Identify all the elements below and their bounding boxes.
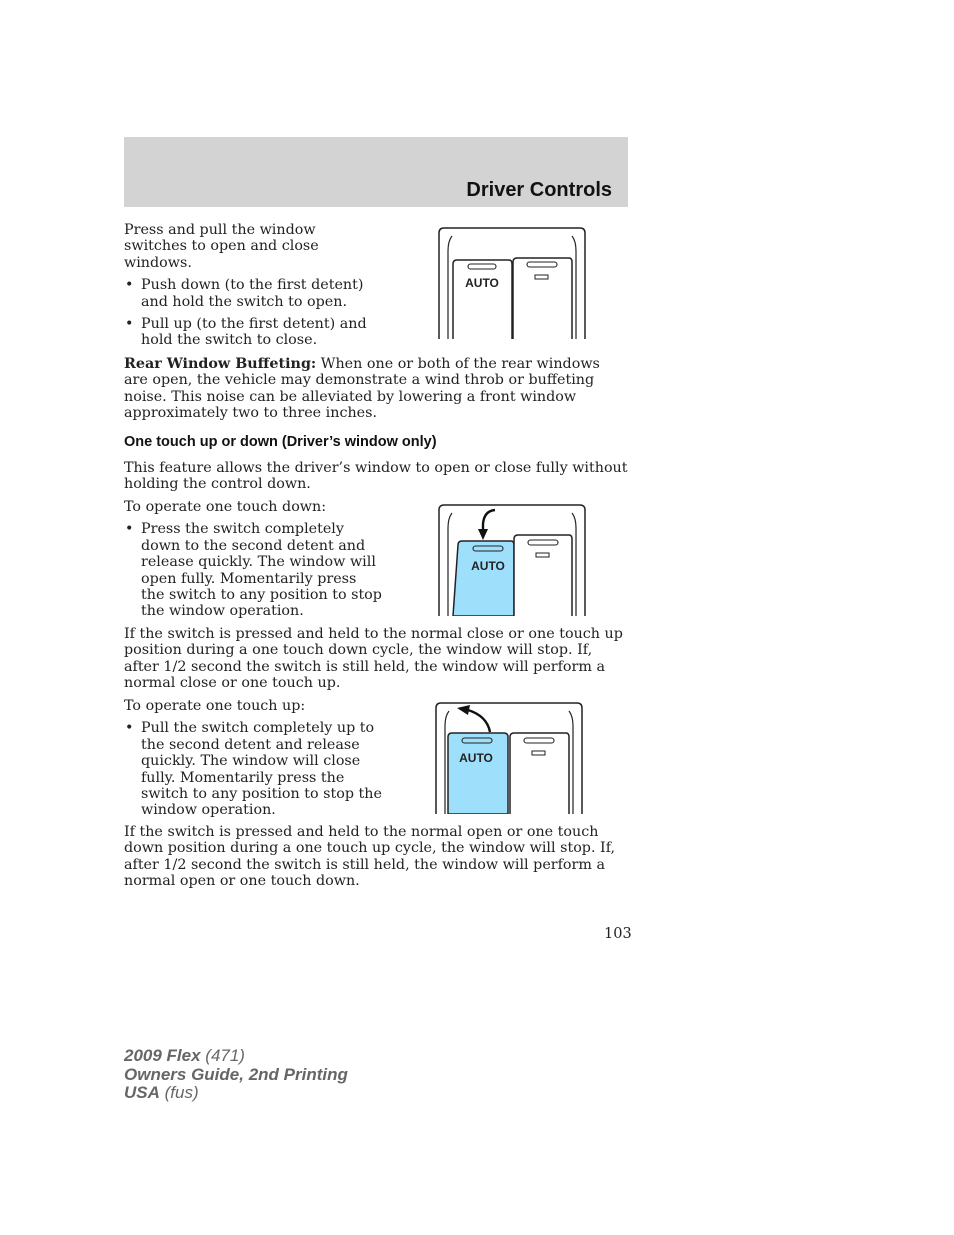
passenger-switch — [513, 258, 572, 339]
auto-label: AUTO — [459, 751, 493, 765]
passenger-switch — [514, 535, 572, 616]
intro-block — [124, 222, 376, 349]
header-band — [124, 137, 628, 207]
one-touch-down-after — [124, 626, 628, 692]
buffeting-text: When one or both of the rear windows are open, the vehicle may demonstrate a wind throb or buffeting noise. This noise can be alleviated by lowering a front window approximately two to three inches. — [124, 356, 600, 422]
bullet-text: Pull up (to the first detent) and hold the switch to close. — [141, 316, 367, 349]
bullet-dot: • — [125, 316, 134, 333]
window-switch-illustration — [438, 227, 586, 339]
list-item — [124, 720, 382, 818]
driver-switch — [453, 260, 512, 339]
one-touch-up-lead: To operate one touch up: — [124, 698, 306, 714]
footer-imprint — [124, 1047, 348, 1103]
driver-switch-pressed — [453, 541, 514, 616]
driver-switch-pulled — [448, 733, 508, 814]
one-touch-up-block — [124, 698, 382, 819]
list-item — [124, 521, 382, 619]
one-touch-up-after-text: If the switch is pressed and held to the normal open or one touch down position during a one touch up cycle, the window will stop. If, after 1/2 second the switch is still held, the window will perform a normal open or one touch down. — [124, 824, 616, 890]
one-touch-down-lead: To operate one touch down: — [124, 499, 327, 515]
bullet-text: Push down (to the first detent) and hold the switch to open. — [141, 277, 364, 310]
buffeting-paragraph — [124, 356, 628, 422]
bullet-text: Pull the switch completely up to the second detent and release quickly. The window will close fully. Momentarily press the switch to any position to stop the window operation. — [141, 720, 382, 819]
footer-model-code: (471) — [200, 1046, 245, 1065]
auto-label: AUTO — [471, 559, 505, 573]
one-touch-intro — [124, 460, 628, 493]
passenger-switch — [510, 733, 569, 814]
one-touch-down-block — [124, 499, 382, 620]
one-touch-heading: One touch up or down (Driver’s window only) — [124, 434, 437, 450]
bullet-dot: • — [125, 521, 134, 538]
footer-market-code: (fus) — [159, 1083, 199, 1102]
one-touch-up-after — [124, 824, 628, 890]
one-touch-up-illustration — [435, 702, 583, 814]
bullet-text: Press the switch completely down to the second detent and release quickly. The window will open fully. Momentarily press the switch to any position to stop the window operation. — [141, 521, 382, 620]
one-touch-down-illustration — [438, 504, 586, 616]
footer-market: USA — [124, 1083, 160, 1102]
auto-label: AUTO — [465, 276, 499, 290]
one-touch-down-after-text: If the switch is pressed and held to the normal close or one touch up position during a one touch down cycle, the window will stop. If, after 1/2 second the switch is still held, the window will perform a normal close or one touch up. — [124, 626, 623, 692]
one-touch-intro-text: This feature allows the driver’s window to open or close fully without holding the control down. — [124, 460, 628, 493]
footer-printing: Owners Guide, 2nd Printing — [124, 1064, 348, 1084]
bullet-dot: • — [125, 277, 134, 294]
intro-text: Press and pull the window switches to open and close windows. — [124, 222, 319, 271]
list-item — [124, 277, 376, 310]
buffeting-label: Rear Window Buffeting: — [124, 356, 317, 372]
list-item — [124, 316, 376, 349]
bullet-dot: • — [125, 720, 134, 737]
section-title: Driver Controls — [466, 179, 612, 201]
page-number: 103 — [604, 926, 632, 942]
footer-model: 2009 Flex — [124, 1046, 201, 1065]
